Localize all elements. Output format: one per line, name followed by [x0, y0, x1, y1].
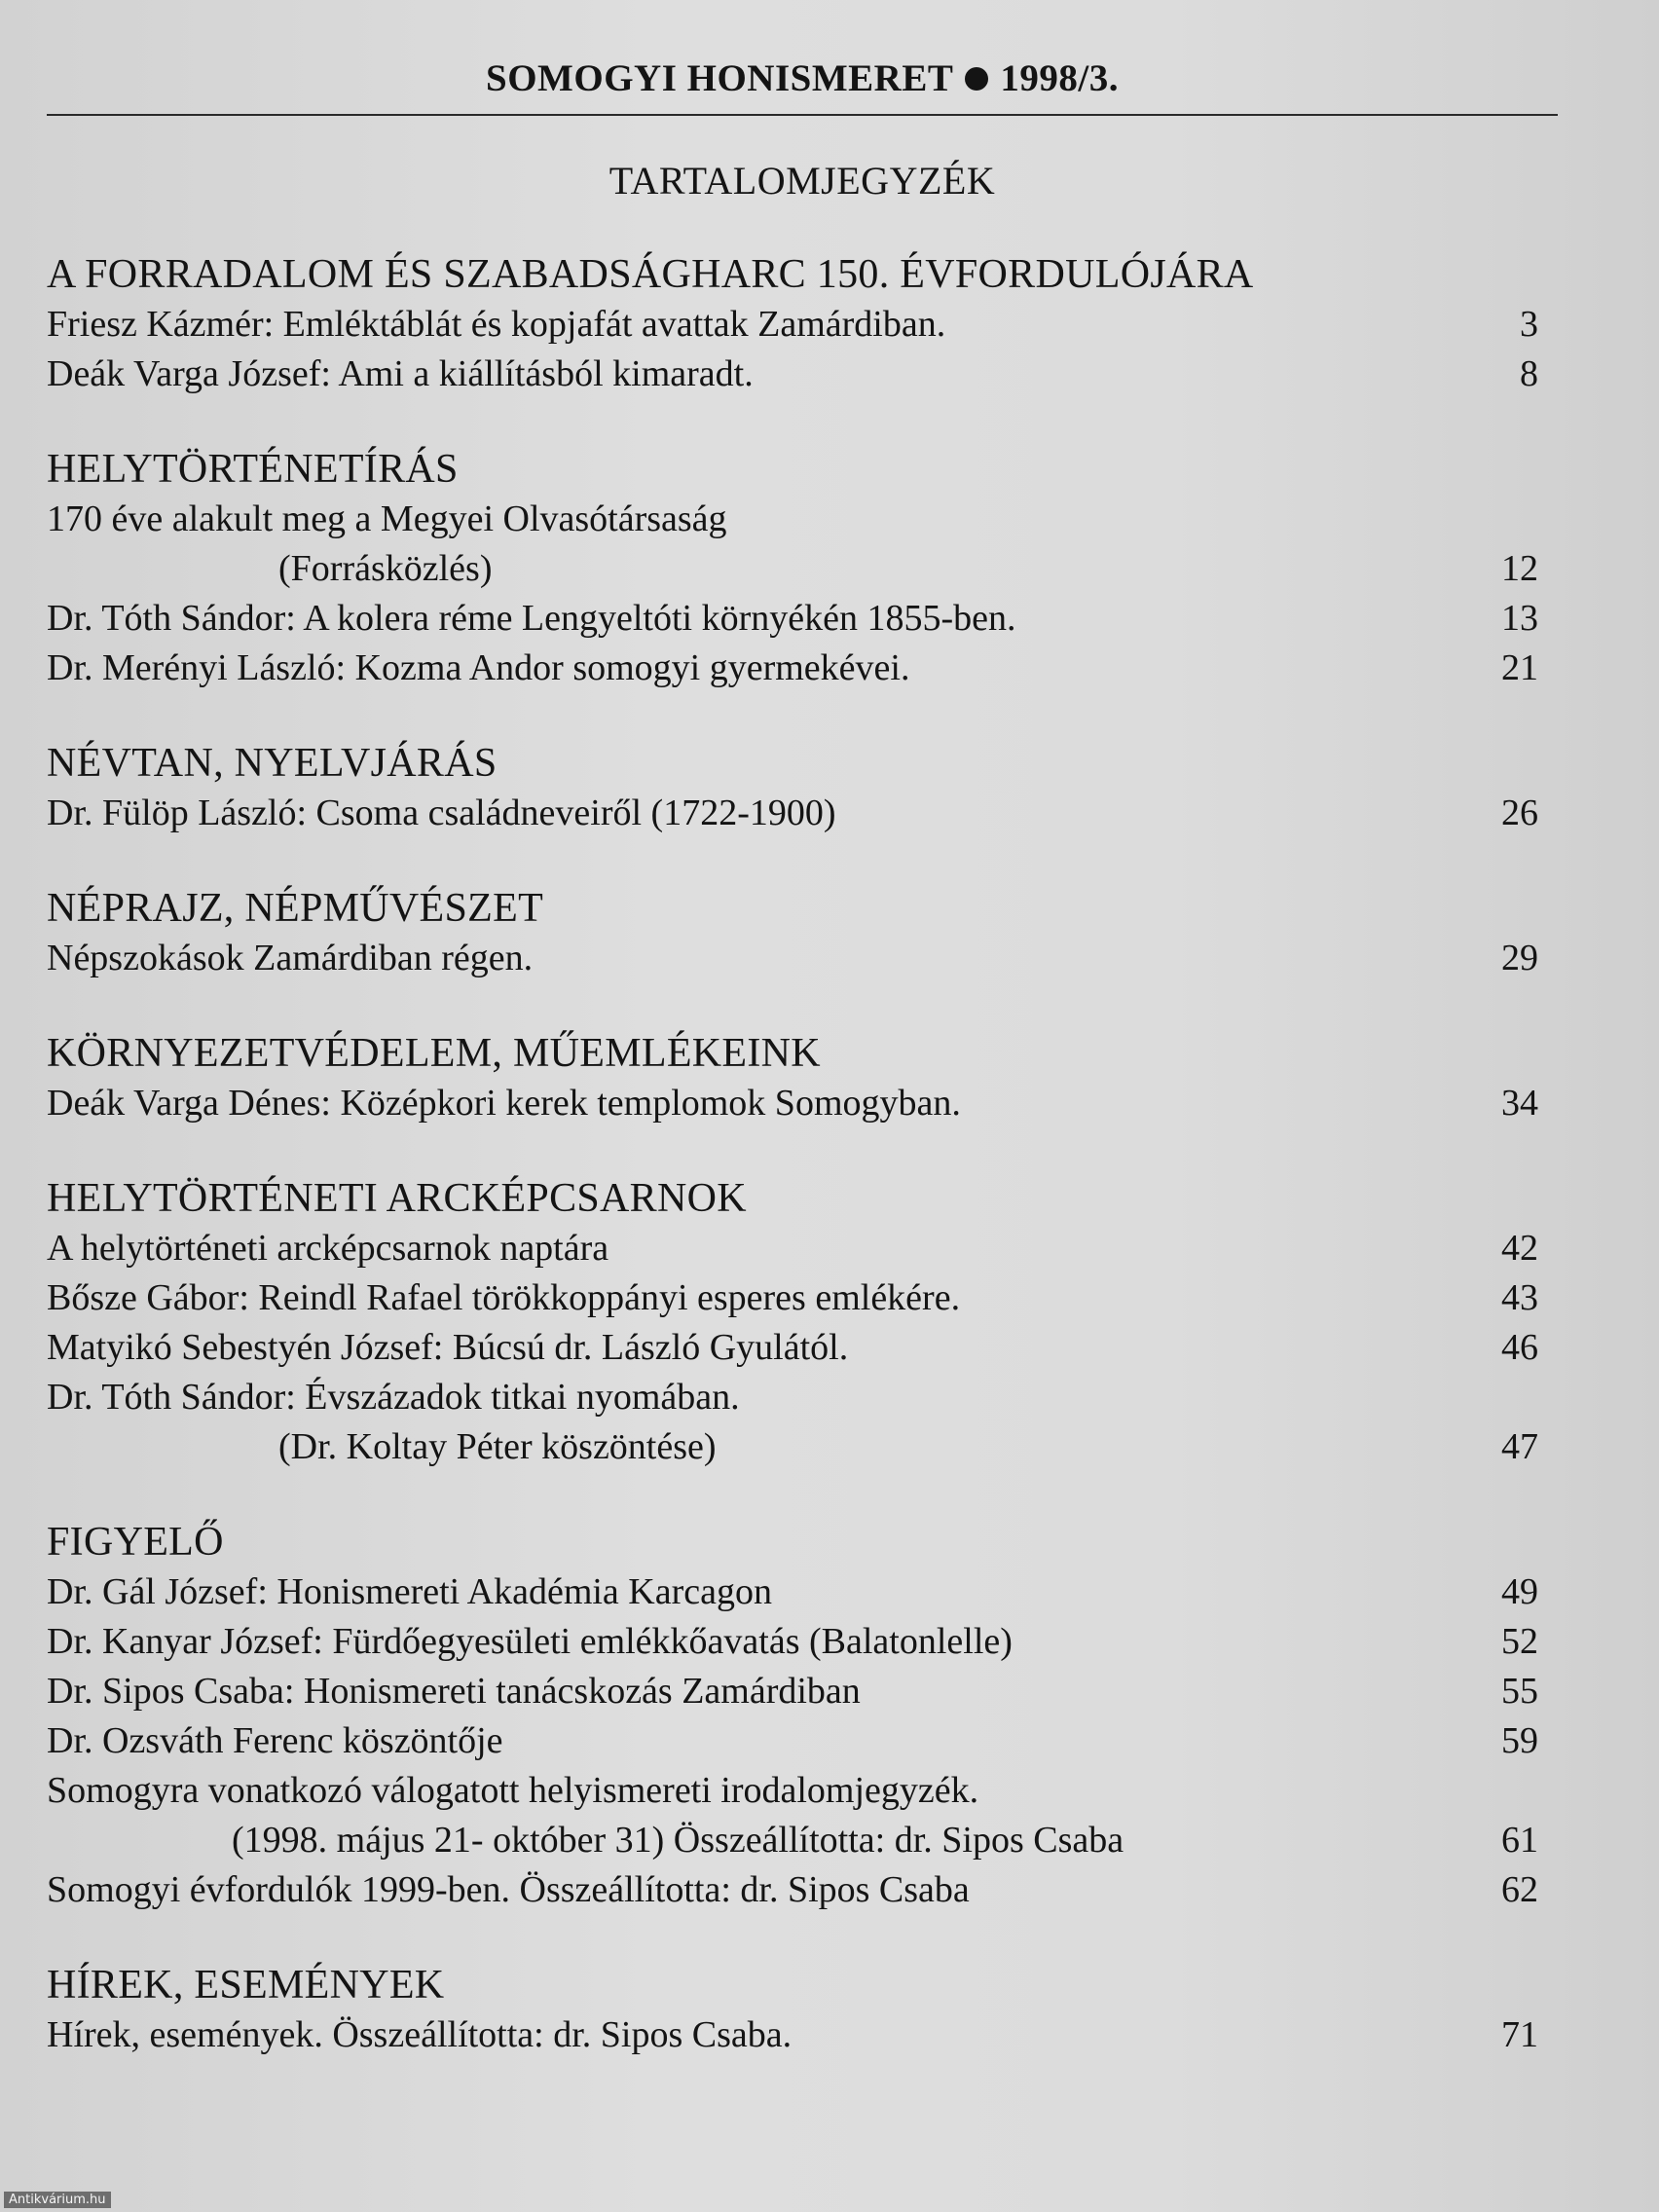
entry-text: Dr. Fülöp László: Csoma családneveiről (1722-1900)	[47, 793, 836, 833]
toc-title: TARTALOMJEGYZÉK	[608, 159, 996, 203]
entry-text: Deák Varga Dénes: Középkori kerek templomok Somogyban.	[47, 1083, 961, 1124]
toc-section	[47, 1173, 1538, 1472]
entry-page-number: 21	[1501, 647, 1538, 688]
toc-section	[47, 444, 1538, 693]
entry-text: Matyikó Sebestyén József: Búcsú dr. László Gyulától.	[47, 1327, 849, 1368]
entry-text: A helytörténeti arcképcsarnok naptára	[47, 1228, 609, 1269]
entry-page-number: 61	[1501, 1820, 1538, 1861]
entry-page-number: 3	[1520, 304, 1538, 345]
entry-text: (Forrásközlés)	[278, 548, 493, 589]
entry-page-number: 62	[1501, 1869, 1538, 1910]
toc-entry	[47, 1617, 1538, 1667]
entry-text: Népszokások Zamárdiban régen.	[47, 938, 534, 978]
entry-text: (Dr. Koltay Péter köszöntése)	[278, 1426, 717, 1467]
entry-text: Deák Varga József: Ami a kiállításból kimaradt.	[47, 353, 754, 394]
toc-entry	[47, 1667, 1538, 1716]
toc-section	[47, 883, 1538, 983]
toc-entry	[47, 1567, 1538, 1617]
watermark: Antikvárium.hu	[4, 2192, 111, 2208]
toc-entry	[47, 2010, 1538, 2060]
toc-entry	[47, 1224, 1538, 1273]
journal-title: SOMOGYI HONISMERET	[486, 57, 954, 99]
entry-page-number: 8	[1520, 353, 1538, 394]
section-title: KÖRNYEZETVÉDELEM, MŰEMLÉKEINK	[47, 1031, 821, 1076]
entry-page-number: 43	[1501, 1277, 1538, 1318]
entry-page-number: 55	[1501, 1671, 1538, 1712]
toc-entry	[47, 1716, 1538, 1766]
toc-section	[47, 738, 1538, 838]
toc-entry	[47, 350, 1538, 399]
section-title: NÉVTAN, NYELVJÁRÁS	[47, 741, 498, 786]
section-title: NÉPRAJZ, NÉPMŰVÉSZET	[47, 886, 544, 931]
header-rule	[47, 114, 1558, 116]
toc-entry	[47, 1273, 1538, 1323]
entry-text: Dr. Sipos Csaba: Honismereti tanácskozás Zamárdiban	[47, 1671, 861, 1712]
toc-entry	[47, 594, 1538, 644]
toc-section	[47, 1960, 1538, 2060]
toc-entry	[47, 644, 1538, 693]
entry-text: Somogyra vonatkozó válogatott helyismereti irodalomjegyzék.	[47, 1770, 979, 1811]
entry-page-number: 12	[1501, 548, 1538, 589]
entry-text: Friesz Kázmér: Emléktáblát és kopjafát avattak Zamárdiban.	[47, 304, 946, 345]
toc-entry	[47, 1373, 1538, 1422]
toc-entry	[47, 495, 1538, 544]
toc-section	[47, 249, 1538, 399]
section-title: A FORRADALOM ÉS SZABADSÁGHARC 150. ÉVFORDULÓJÁRA	[47, 252, 1254, 297]
entry-text: Somogyi évfordulók 1999-ben. Összeállította: dr. Sipos Csaba	[47, 1869, 970, 1910]
entry-page-number: 71	[1501, 2014, 1538, 2055]
entry-text: Dr. Kanyar József: Fürdőegyesületi emlékkőavatás (Balatonlelle)	[47, 1621, 1013, 1662]
entry-page-number: 59	[1501, 1720, 1538, 1761]
toc-entry	[47, 1865, 1538, 1915]
entry-page-number: 49	[1501, 1571, 1538, 1612]
entry-page-number: 34	[1501, 1083, 1538, 1124]
toc-entry	[47, 1766, 1538, 1816]
entry-text: Dr. Merényi László: Kozma Andor somogyi gyermekévei.	[47, 647, 910, 688]
toc-entry	[47, 1422, 1538, 1472]
entry-text: Hírek, események. Összeállította: dr. Sipos Csaba.	[47, 2014, 793, 2055]
toc-entry	[47, 789, 1538, 838]
entry-page-number: 13	[1501, 598, 1538, 639]
section-title: HELYTÖRTÉNETÍRÁS	[47, 447, 459, 492]
entry-page-number: 52	[1501, 1621, 1538, 1662]
entry-text: Dr. Tóth Sándor: A kolera réme Lengyeltóti környékén 1855-ben.	[47, 598, 1016, 639]
entry-page-number: 46	[1501, 1327, 1538, 1368]
table-of-contents	[47, 249, 1538, 2105]
entry-page-number: 47	[1501, 1426, 1538, 1467]
entry-text: 170 éve alakult meg a Megyei Olvasótársaság	[47, 498, 727, 539]
entry-page-number: 26	[1501, 793, 1538, 833]
toc-section	[47, 1517, 1538, 1915]
section-title: FIGYELŐ	[47, 1520, 224, 1565]
toc-entry	[47, 1323, 1538, 1373]
bullet-dot-icon	[965, 67, 988, 91]
entry-page-number: 29	[1501, 938, 1538, 978]
toc-entry	[47, 300, 1538, 350]
section-title: HÍREK, ESEMÉNYEK	[47, 1963, 445, 2008]
entry-text: Dr. Tóth Sándor: Évszázadok titkai nyomában.	[47, 1377, 740, 1418]
toc-entry	[47, 934, 1538, 983]
entry-text: (1998. május 21- október 31) Összeállította: dr. Sipos Csaba	[232, 1820, 1124, 1861]
entry-text: Dr. Gál József: Honismereti Akadémia Karcagon	[47, 1571, 772, 1612]
toc-entry	[47, 544, 1538, 594]
entry-page-number: 42	[1501, 1228, 1538, 1269]
toc-entry	[47, 1079, 1538, 1128]
issue-number: 1998/3.	[1000, 57, 1119, 99]
section-title: HELYTÖRTÉNETI ARCKÉPCSARNOK	[47, 1176, 747, 1221]
toc-entry	[47, 1816, 1538, 1865]
entry-text: Dr. Ozsváth Ferenc köszöntője	[47, 1720, 503, 1761]
toc-section	[47, 1028, 1538, 1128]
entry-text: Bősze Gábor: Reindl Rafael törökkoppányi esperes emlékére.	[47, 1277, 961, 1318]
journal-header	[47, 56, 1558, 100]
